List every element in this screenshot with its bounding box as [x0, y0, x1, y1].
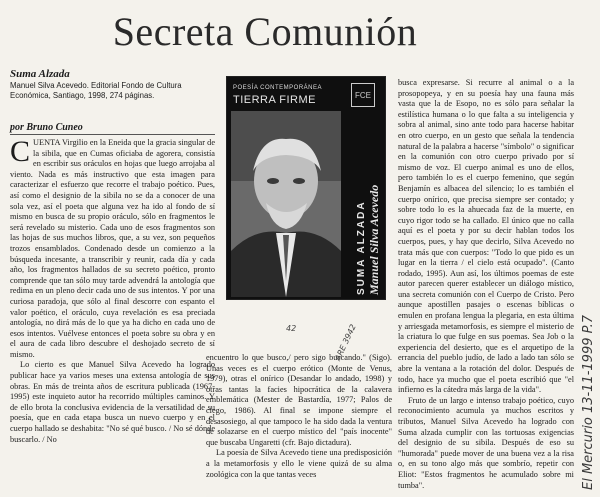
cover-vertical-title: SUMA ALZADA [356, 200, 367, 295]
page-title: Secreta Comunión [112, 9, 418, 54]
book-cover [226, 76, 386, 300]
paragraph: busca expresarse. Si recurre al animal o a la prosopopeya, y en su poesía hay una fauna más vasta que la de Esopo, no es sólo para señalar la estilística humana o lo que falta a su inteligencia y sobra al animal, sino ante todo para hacerse habitar en otro cuerpo, en un gesto que señala la tendencia natural de la palabra a hacerse "símbolo" o significar en la comunión con otro cuerpo privado por sí mismo de voz. El cuerpo animal es uno de ellos, pero también lo es el cuerpo femenino, que según Benjamín es albacea del silencio; lo es también el cuerpo onírico, que precisa siempre ser contado; y sobre todo lo es la ahuecada faz de la muerte, en cuyo rigor todo se ha callado. El único que no calla aquí es el poeta y por su decir hablan todos los cuerpos, pues, y hay que decirlo, Silva Acevedo no trata más que con cuerpos: "Todo lo que pido es un lugar en la tierra / el cielo está ocupado". (Canto rodado, 1995). Aun así, los últimos poemas de este autor parecen querer establecer un diálogo místico, una secreta comunión con el Cuerpo de Cristo. Pero aunque apostillen pasajes o escenas bíblicas o emulen en profana lengua la plegaria, en esta última y arriesgada metamorfosis, es siempre el misterio de la criatura lo que fulge en sus poemas. Sea Job o la experiencia del desierto, que es el arquetipo de la errancia del pueblo judío, de lado a lado tan sólo se abre la ventana a la rotación del dolor. Después de todo, hace ya mucho que el poeta escribió que "el infierno es la cátedra más larga de la vida". [398, 78, 574, 395]
cover-vertical-author: Manuel Silva Acevedo [367, 184, 381, 295]
cover-vertical-text [353, 113, 381, 297]
cover-series-title: TIERRA FIRME [233, 94, 317, 106]
drop-cap: C [10, 138, 31, 168]
column-1 [10, 138, 215, 494]
paragraph: Lo cierto es que Manuel Silva Acevedo ha logrado publicar hace ya varios meses una extensa antología de sus obras. En más de treinta años de escritura publicada (1967-1995) este inquieto autor ha recorrido múltiples caminos. Y de ello brota la conclusiva evidencia de la versatilidad de su poesía, que en cada etapa busca un nuevo cuerpo y en el cuerpo hallado se deshabita: "No sé qué busco. / No sé dónde buscarlo. / No [10, 360, 215, 444]
column-2 [206, 353, 392, 494]
book-title: Suma Alzada [10, 68, 70, 80]
handwritten-side-note [576, 150, 598, 495]
book-reference: Manuel Silva Acevedo. Editorial Fondo de Cultura Económica, Santiago, 1998, 274 páginas. [10, 81, 182, 100]
paragraph: La poesía de Silva Acevedo tiene una predisposición a la metamorfosis y ello le viene quizá de su alma zoológica con la que tantas veces [206, 448, 392, 479]
cover-series: POESÍA CONTEMPORÁNEA [233, 85, 323, 91]
handwritten-page-mark: 42 [286, 324, 297, 333]
author-photo [231, 111, 341, 297]
publisher-logo: FCE [351, 83, 375, 107]
paragraph: Fruto de un largo e intenso trabajo poético, cuyo reconocimiento acumula ya muchos escritos y tributos, Manuel Silva Acevedo ha logrado con Suma alzada cumplir con las tortuosas exigencias del designio de su sibila. Después de eso su "humorada" puede mover de una buena vez a la risa o, en su tono algo más que sombrío, repetir con Eliot: "Estos fragmentos he acumulado sobre mi tumba". [398, 395, 574, 490]
paragraph: CUENTA Virgilio en la Eneida que la gracia singular de la sibila, que en Cumas oficiaba de agorera, consistía en escribir sus oráculos en hojas que luego arrojaba al viento. Nada es más instructivo que esta imagen para caracterizar el esfuerzo que recorre el trabajo poético. Pues, así como el designio de la sibila no se da a conocer de una sola vez, así el poeta que alguna vez ha ido al fondo de sí mismo en busca de su propio oráculo, sólo en fragmentos le será revelado su misterio. Cada uno de esos fragmentos son las hojas de sus muchos libros, que, a su vez, son pequeños trozos ensamblados. Condenado desde un comienzo a la búsqueda incesante, a transcribir y reunir, cada día y cada año, los fragmentos hallados de su secreto poético, pronto comprende que tan sólo muy tarde advendrá la antología que redima en un pleno decir cada uno de sus intentos. Y por una curiosa paradoja, que sólo al final descorre con espanto el valor poético, el oráculo, cuya revelación es esa preciada antología, no dirá más de lo que ya ha dicho en cada uno de esos intentos. Vuélvese entonces el poeta sobre su obra y en el aura de cada libro descubre el deshojado secreto de sí mismo. [10, 138, 215, 359]
header-divider [10, 134, 215, 135]
review-author: por Bruno Cuneo [10, 122, 83, 133]
column-3 [398, 78, 574, 494]
svg-text:El Mercurio 13-11-1999 P.7: El Mercurio 13-11-1999 P.7 [581, 314, 596, 490]
handwritten-stamp: ARE 3942 [333, 322, 358, 363]
paragraph: encuentro lo que busco,/ pero sigo buscando." (Sigo). Unas veces es el cuerpo erótico (Monte de Venus, 1979), otras el onírico (Desandar lo andado, 1998) y otras tantas la facies hipocrática de la calavera emblemática (Mester de Bastardía, 1977; Palos de ciego, 1986). Al final se impone siempre el desasosiego, al que tampoco le ha sido dada la ventura de solazarse en el cuerpo místico del "país inocente" que buscaba Ungaretti (cfr. Bajo dictadura). [206, 353, 392, 447]
